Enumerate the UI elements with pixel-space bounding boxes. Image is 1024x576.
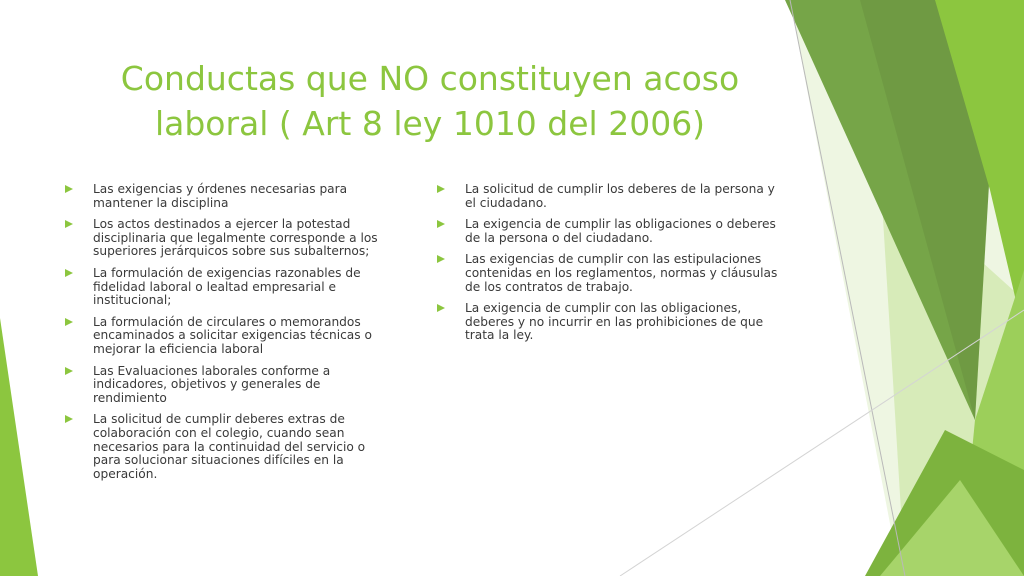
title-line-2: laboral ( Art 8 ley 1010 del 2006) — [154, 104, 706, 143]
list-item-text: La formulación de exigencias razonables de fidelidad laboral o lealtad empresarial e institucional; — [93, 265, 361, 308]
list-item — [64, 267, 394, 308]
list-item-text: La exigencia de cumplir las obligaciones o deberes de la persona o del ciudadano. — [465, 217, 776, 245]
list-item — [436, 302, 781, 343]
list-item-text: Los actos destinados a ejercer la potestad disciplinaria que legalmente corresponde a los superiores jerárquicos sobre sus subalternos; — [93, 217, 378, 259]
list-item — [64, 413, 394, 481]
list-item-text: La solicitud de cumplir deberes extras de colaboración con el colegio, cuando sean necesarios para la continuidad del servicio o para solucionar situaciones difíciles en la operación. — [93, 412, 366, 481]
triangle-right-icon — [65, 220, 73, 228]
list-item-text: La formulación de circulares o memorandos encaminados a solicitar exigencias técnicas o mejorar la eficiencia laboral — [93, 314, 372, 356]
title-line-1: Conductas que NO constituyen acoso — [120, 59, 740, 98]
list-item — [436, 183, 781, 210]
list-item — [64, 365, 394, 406]
triangle-right-icon — [437, 304, 445, 312]
left-bullet-list — [64, 183, 394, 489]
list-item-text: La solicitud de cumplir los deberes de la persona y el ciudadano. — [465, 182, 775, 210]
triangle-right-icon — [65, 269, 73, 277]
list-item — [64, 218, 394, 259]
list-item — [64, 316, 394, 357]
list-item — [64, 183, 394, 210]
list-item — [436, 218, 781, 245]
right-bullet-list — [436, 183, 781, 351]
list-item-text: Las exigencias y órdenes necesarias para mantener la disciplina — [93, 182, 348, 210]
list-item-text: La exigencia de cumplir con las obligaciones, deberes y no incurrir en las prohibiciones de que trata la ley. — [465, 301, 764, 343]
triangle-right-icon — [437, 185, 445, 193]
triangle-right-icon — [65, 185, 73, 193]
triangle-right-icon — [437, 220, 445, 228]
slide-title — [60, 56, 800, 146]
triangle-right-icon — [65, 367, 73, 375]
triangle-right-icon — [437, 255, 445, 263]
triangle-right-icon — [65, 415, 73, 423]
list-item-text: Las Evaluaciones laborales conforme a indicadores, objetivos y generales de rendimiento — [93, 363, 331, 405]
list-item — [436, 253, 781, 294]
list-item-text: Las exigencias de cumplir con las estipulaciones contenidas en los reglamentos, normas y cláusulas de los contratos de trabajo. — [465, 252, 778, 294]
triangle-right-icon — [65, 318, 73, 326]
left-green-facet — [0, 318, 38, 576]
